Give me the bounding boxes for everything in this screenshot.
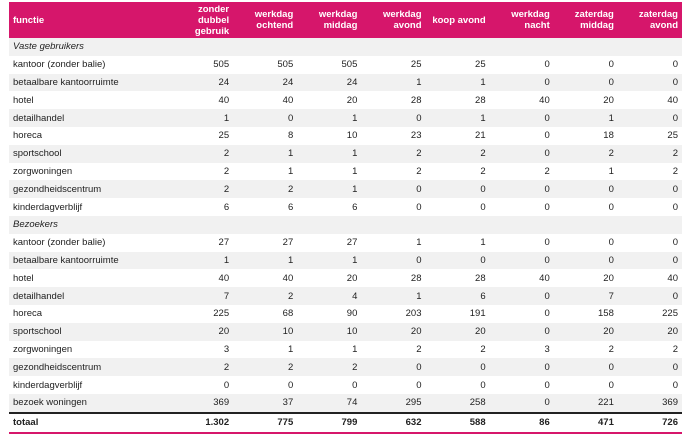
table-cell: 40: [539, 272, 550, 284]
table-cell: 2: [233, 358, 297, 376]
table-body: [9, 38, 682, 413]
table-cell: 1: [361, 74, 425, 92]
total-cell: 775: [233, 413, 297, 433]
table-cell: 6: [426, 287, 490, 305]
total-cell: 86: [490, 413, 554, 433]
table-cell: 1: [287, 343, 294, 355]
table-cell: 1: [426, 109, 490, 127]
row-label: kantoor (zonder balie): [13, 237, 106, 249]
table-cell: 0: [426, 252, 490, 270]
table-cell: 0: [233, 109, 297, 127]
table-cell: 1: [297, 145, 361, 163]
table-cell: 0: [223, 379, 230, 391]
table-cell: 37: [233, 394, 297, 413]
table-row: [9, 234, 682, 252]
table-cell: 0: [490, 74, 554, 92]
table-cell: 20: [618, 323, 682, 341]
table-cell: 0: [426, 180, 490, 198]
column-header: werkdag middag: [297, 2, 361, 38]
table-cell: 258: [426, 394, 490, 413]
table-cell: 1: [287, 165, 294, 177]
table-cell: 0: [480, 201, 486, 213]
table-cell: 40: [282, 272, 294, 284]
column-header: koop avond: [426, 2, 490, 38]
table-cell: 24: [297, 74, 361, 92]
table-cell: 20: [603, 272, 614, 284]
row-label: betaalbare kantoorruimte: [9, 74, 169, 92]
row-label: bezoek woningen: [9, 394, 169, 413]
row-label: horeca: [13, 308, 43, 320]
table-cell: 7: [169, 287, 233, 305]
row-label: hotel: [13, 94, 34, 106]
table-cell: 2: [426, 145, 490, 163]
row-label: kinderdagverblijf: [13, 379, 83, 391]
table-cell: 0: [490, 145, 554, 163]
table-cell: 0: [544, 308, 550, 320]
table-cell: 505: [213, 59, 230, 71]
section-label: Bezoekers: [9, 216, 682, 234]
table-row: [9, 74, 682, 92]
header-row: [9, 2, 682, 38]
table-cell: 2: [361, 145, 425, 163]
table-cell: 2: [233, 287, 297, 305]
table-cell: 0: [490, 394, 554, 413]
table-cell: 20: [361, 323, 425, 341]
table-cell: 0: [608, 201, 614, 213]
table-cell: 1: [361, 287, 425, 305]
table-row: [9, 376, 682, 394]
total-cell: 588: [426, 413, 490, 433]
table-cell: 25: [218, 130, 230, 142]
table-cell: 20: [346, 94, 358, 106]
table-cell: 23: [410, 130, 422, 142]
table-cell: 20: [426, 323, 490, 341]
table-cell: 1: [297, 180, 361, 198]
table-cell: 0: [544, 201, 550, 213]
table-cell: 4: [297, 287, 361, 305]
table-cell: 40: [282, 94, 294, 106]
table-cell: 0: [554, 252, 618, 270]
table-cell: 1: [554, 109, 618, 127]
table-cell: 0: [554, 74, 618, 92]
total-cell: 632: [361, 413, 425, 433]
table-cell: 0: [544, 59, 550, 71]
total-cell: 471: [554, 413, 618, 433]
table-cell: 0: [416, 379, 422, 391]
table-cell: 0: [490, 180, 554, 198]
column-header: werkdag nacht: [490, 2, 554, 38]
table-cell: 74: [297, 394, 361, 413]
table-cell: 225: [662, 308, 678, 320]
table-cell: 1: [297, 252, 361, 270]
table-row: [9, 305, 682, 323]
table-cell: 369: [618, 394, 682, 413]
table-cell: 40: [667, 272, 678, 284]
table-cell: 28: [410, 94, 422, 106]
table-cell: 0: [544, 379, 550, 391]
row-label: hotel: [13, 272, 34, 284]
table-cell: 0: [672, 379, 678, 391]
table-cell: 0: [490, 358, 554, 376]
table-cell: 21: [475, 130, 486, 142]
table-cell: 25: [475, 59, 486, 71]
row-label: kinderdagverblijf: [13, 201, 83, 213]
table-cell: 1: [233, 145, 297, 163]
table-cell: 158: [598, 308, 614, 320]
table-cell: 0: [608, 379, 614, 391]
row-label: detailhandel: [9, 287, 169, 305]
table-cell: 0: [618, 252, 682, 270]
table-cell: 25: [667, 130, 678, 142]
column-header: functie: [9, 2, 169, 38]
table-cell: 505: [277, 59, 294, 71]
table-cell: 0: [608, 237, 614, 249]
row-label: detailhandel: [9, 109, 169, 127]
row-label: betaalbare kantoorruimte: [9, 252, 169, 270]
table-cell: 0: [490, 323, 554, 341]
table-cell: 0: [618, 287, 682, 305]
table-cell: 24: [233, 74, 297, 92]
table-row: [9, 394, 682, 413]
table-cell: 0: [544, 130, 550, 142]
total-row: [9, 413, 682, 433]
table-cell: 0: [618, 109, 682, 127]
table-cell: 8: [287, 130, 294, 142]
table-cell: 0: [672, 59, 678, 71]
table-cell: 0: [361, 252, 425, 270]
table-cell: 2: [233, 180, 297, 198]
table-cell: 295: [361, 394, 425, 413]
section-header-row: [9, 38, 682, 56]
table-cell: 505: [341, 59, 358, 71]
table-cell: 2: [223, 165, 230, 177]
section-header-row: [9, 216, 682, 234]
table-row: [9, 163, 682, 181]
table-cell: 2: [672, 165, 678, 177]
table-cell: 28: [410, 272, 422, 284]
table-cell: 40: [218, 272, 230, 284]
column-header: werkdag ochtend: [233, 2, 297, 38]
row-label: sportschool: [9, 145, 169, 163]
table-cell: 0: [554, 180, 618, 198]
table-cell: 20: [554, 323, 618, 341]
table-cell: 40: [218, 94, 230, 106]
table-row: [9, 145, 682, 163]
table-cell: 0: [361, 358, 425, 376]
table-row: [9, 91, 682, 109]
table-cell: 20: [603, 94, 614, 106]
table-cell: 6: [287, 201, 294, 213]
table-cell: 2: [416, 343, 422, 355]
section-label: Vaste gebruikers: [9, 38, 682, 56]
table-cell: 0: [618, 74, 682, 92]
table-cell: 203: [405, 308, 422, 320]
table-cell: 369: [169, 394, 233, 413]
table-cell: 1: [416, 237, 422, 249]
table-cell: 2: [608, 343, 614, 355]
table-cell: 0: [490, 252, 554, 270]
table-cell: 2: [544, 165, 550, 177]
table-cell: 68: [282, 308, 294, 320]
table-cell: 221: [554, 394, 618, 413]
table-cell: 2: [169, 180, 233, 198]
table-cell: 191: [469, 308, 486, 320]
table-cell: 1: [352, 165, 358, 177]
table-cell: 0: [544, 237, 550, 249]
table-cell: 225: [213, 308, 230, 320]
table-cell: 20: [346, 272, 358, 284]
table-cell: 1: [480, 237, 486, 249]
table-row: [9, 56, 682, 74]
table-cell: 1: [169, 109, 233, 127]
table-row: [9, 323, 682, 341]
table-row: [9, 127, 682, 145]
table-cell: 0: [361, 109, 425, 127]
table-cell: 1: [608, 165, 614, 177]
row-label: horeca: [13, 130, 43, 142]
table-row: [9, 341, 682, 359]
table-cell: 0: [426, 358, 490, 376]
table-cell: 2: [480, 343, 486, 355]
table-cell: 10: [233, 323, 297, 341]
table-cell: 28: [475, 272, 486, 284]
table-cell: 1: [233, 252, 297, 270]
table-cell: 10: [346, 130, 358, 142]
table-cell: 1: [352, 343, 358, 355]
table-cell: 2: [672, 343, 678, 355]
table-row: [9, 287, 682, 305]
table-cell: 2: [169, 145, 233, 163]
table-cell: 0: [352, 379, 358, 391]
table-cell: 1: [169, 252, 233, 270]
row-label: zorgwoningen: [13, 343, 73, 355]
table-cell: 2: [297, 358, 361, 376]
table-cell: 0: [416, 201, 422, 213]
table-cell: 0: [361, 180, 425, 198]
parking-demand-table: [9, 2, 682, 434]
table-cell: 1: [426, 74, 490, 92]
table-cell: 18: [603, 130, 614, 142]
table-cell: 0: [608, 59, 614, 71]
column-header: werkdag avond: [361, 2, 425, 38]
table-cell: 27: [218, 237, 230, 249]
table-cell: 40: [539, 94, 550, 106]
table-cell: 40: [667, 94, 678, 106]
table-cell: 0: [672, 237, 678, 249]
table-cell: 2: [169, 358, 233, 376]
table-cell: 3: [544, 343, 550, 355]
table-cell: 0: [672, 201, 678, 213]
table-cell: 2: [416, 165, 422, 177]
table-cell: 0: [490, 109, 554, 127]
table-row: [9, 358, 682, 376]
table-cell: 0: [618, 180, 682, 198]
table-cell: 10: [297, 323, 361, 341]
total-cell: 799: [297, 413, 361, 433]
row-label: gezondheidscentrum: [9, 358, 169, 376]
table-cell: 27: [282, 237, 294, 249]
column-header: zaterdag avond: [618, 2, 682, 38]
table-cell: 2: [554, 145, 618, 163]
table-cell: 27: [346, 237, 358, 249]
row-label: sportschool: [9, 323, 169, 341]
table-cell: 0: [287, 379, 294, 391]
table-cell: 20: [169, 323, 233, 341]
table-row: [9, 198, 682, 216]
row-label: zorgwoningen: [13, 165, 73, 177]
column-header: zonder dubbel gebruik: [169, 2, 233, 38]
table-cell: 24: [169, 74, 233, 92]
table-cell: 90: [346, 308, 358, 320]
total-cell: totaal: [9, 413, 169, 433]
table-cell: 1: [297, 109, 361, 127]
row-label: kantoor (zonder balie): [13, 59, 106, 71]
total-cell: 1.302: [169, 413, 233, 433]
table-cell: 2: [480, 165, 486, 177]
table-cell: 0: [554, 358, 618, 376]
table-cell: 25: [410, 59, 422, 71]
table-row: [9, 109, 682, 127]
table-row: [9, 269, 682, 287]
table-cell: 3: [223, 343, 230, 355]
table-cell: 28: [475, 94, 486, 106]
total-cell: 726: [618, 413, 682, 433]
table-cell: 2: [618, 145, 682, 163]
table-cell: 6: [223, 201, 230, 213]
table-cell: 7: [554, 287, 618, 305]
table-cell: 6: [352, 201, 358, 213]
column-header: zaterdag middag: [554, 2, 618, 38]
table-cell: 0: [618, 358, 682, 376]
table-cell: 0: [480, 379, 486, 391]
table-row: [9, 180, 682, 198]
row-label: gezondheidscentrum: [9, 180, 169, 198]
table-cell: 0: [490, 287, 554, 305]
table-row: [9, 252, 682, 270]
